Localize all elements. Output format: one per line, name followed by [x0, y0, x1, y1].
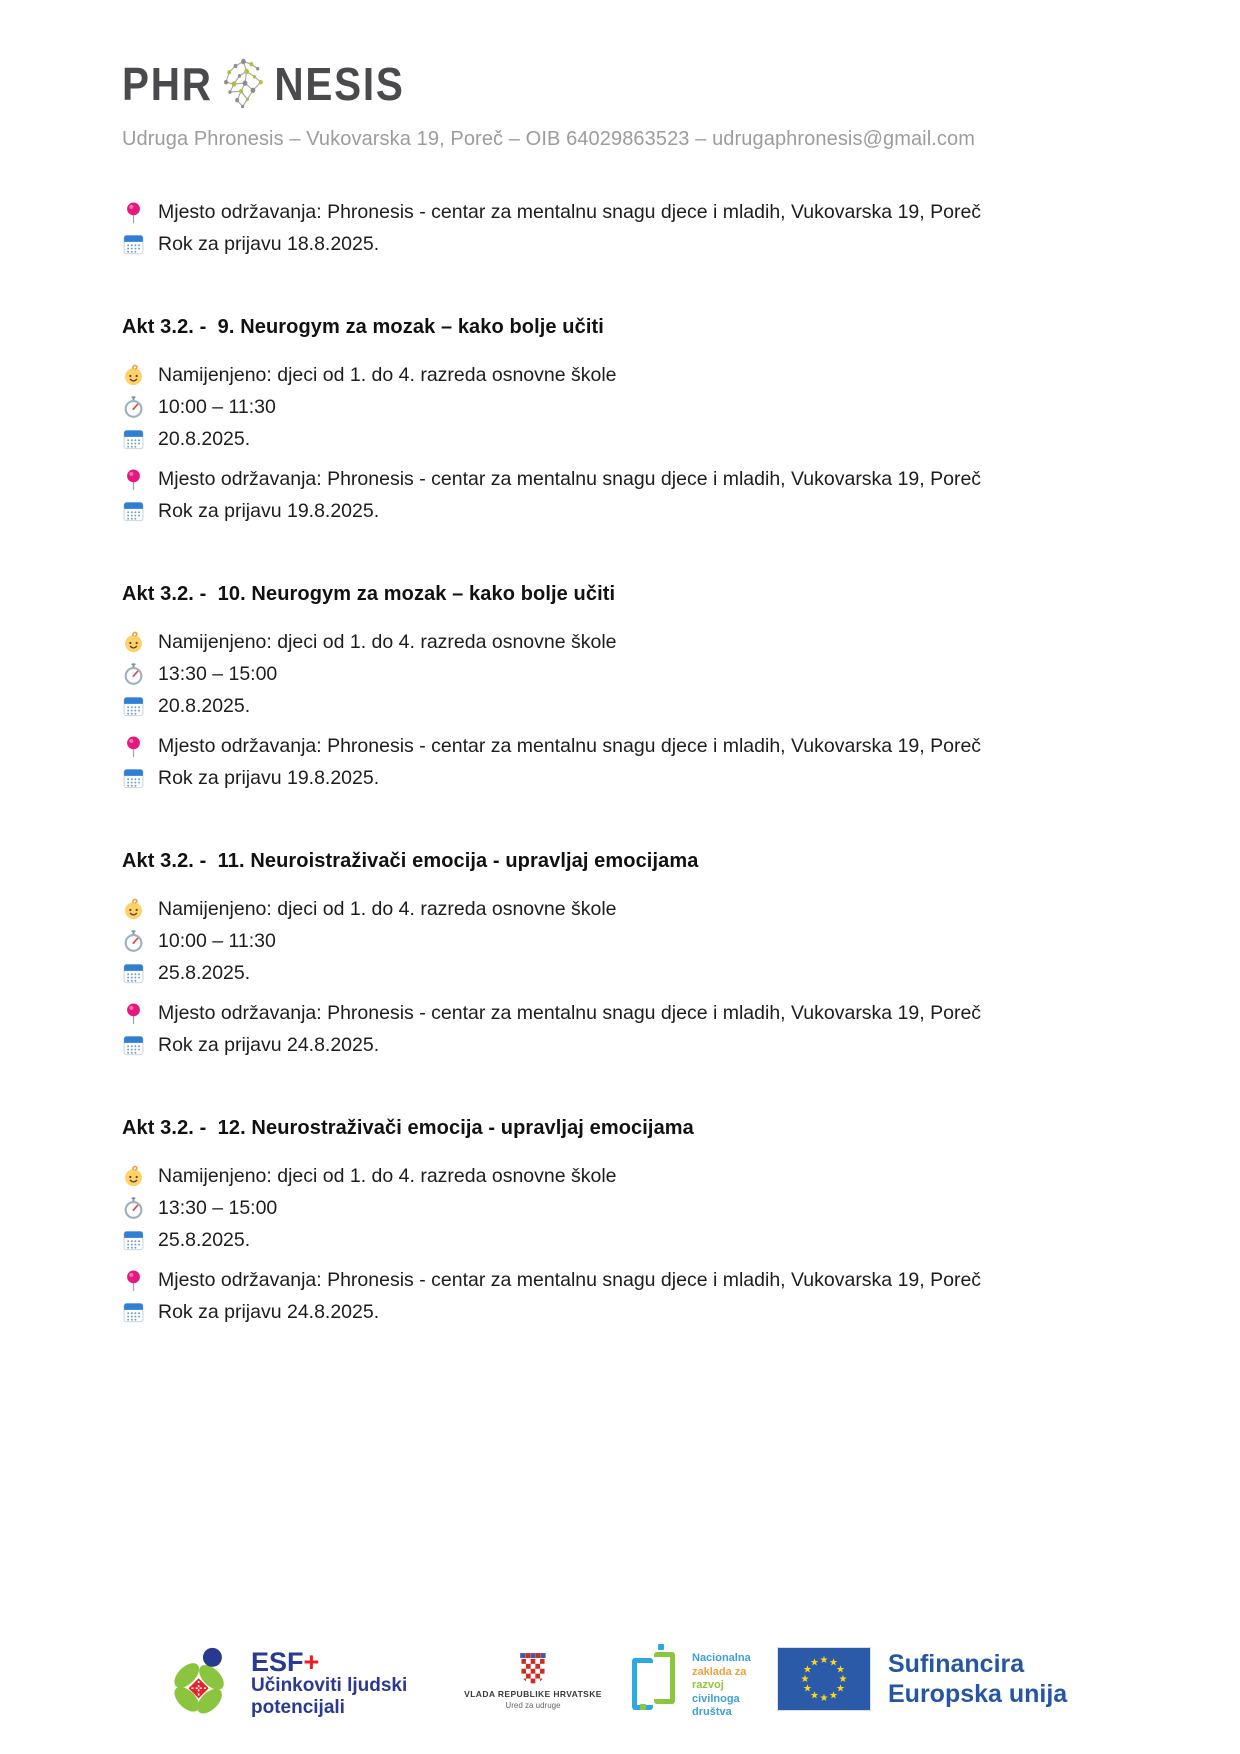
eu-text	[888, 1649, 1067, 1709]
location-text: Mjesto održavanja: Phronesis - centar za mentalnu snagu djece i mladih, Vukovarska 19, Poreč	[158, 468, 982, 490]
footer-logos	[0, 1642, 1240, 1752]
audience-text: Namijenjeno: djeci od 1. do 4. razreda osnovne škole	[158, 1165, 617, 1187]
date-line	[122, 695, 1135, 718]
session-block	[122, 316, 1135, 523]
government-subtitle: Ured za udruge	[505, 1701, 561, 1710]
round-pushpin-icon	[122, 735, 145, 758]
time-text: 10:00 – 11:30	[158, 396, 276, 418]
national-foundation-logo	[628, 1650, 751, 1720]
baby-icon	[122, 631, 145, 654]
audience-line	[122, 1165, 1135, 1188]
intro-block	[122, 201, 1135, 256]
brackets-icon	[628, 1650, 680, 1708]
eu-flag-icon	[778, 1648, 870, 1710]
government-title: VLADA REPUBLIKE HRVATSKE	[464, 1689, 602, 1699]
deadline-text: Rok za prijavu 24.8.2025.	[158, 1301, 380, 1323]
logo-text-left: PHR	[122, 58, 213, 110]
stopwatch-icon	[122, 1197, 145, 1220]
croatian-government-logo	[448, 1652, 618, 1710]
calendar-icon	[122, 1301, 145, 1324]
esf-flower-icon	[163, 1644, 239, 1724]
foundation-text	[692, 1652, 751, 1720]
deadline-text: Rok za prijavu 24.8.2025.	[158, 1034, 380, 1056]
session-title: Akt 3.2. - 12. Neurostraživači emocija - upravljaj emocijama	[122, 1117, 694, 1139]
audience-text: Namijenjeno: djeci od 1. do 4. razreda osnovne škole	[158, 898, 617, 920]
session-title: Akt 3.2. - 11. Neuroistraživači emocija - upravljaj emocijama	[122, 850, 699, 872]
stopwatch-icon	[122, 396, 145, 419]
session-block	[122, 583, 1135, 790]
time-line	[122, 396, 1135, 419]
deadline-line	[122, 1034, 1135, 1057]
location-line	[122, 1269, 1135, 1292]
location-group	[122, 1002, 1135, 1057]
session-block	[122, 1117, 1135, 1324]
round-pushpin-icon	[122, 1002, 145, 1025]
location-group	[122, 1269, 1135, 1324]
location-group	[122, 735, 1135, 790]
deadline-line	[122, 767, 1135, 790]
eu-text-line-1: Sufinancira	[888, 1650, 1025, 1678]
calendar-icon	[122, 500, 145, 523]
deadline-text: Rok za prijavu 19.8.2025.	[158, 767, 380, 789]
location-text: Mjesto održavanja: Phronesis - centar za mentalnu snagu djece i mladih, Vukovarska 19, Poreč	[158, 735, 982, 757]
audience-line	[122, 898, 1135, 921]
esf-plus: +	[303, 1647, 320, 1677]
location-group	[122, 468, 1135, 523]
session-block	[122, 850, 1135, 1057]
location-line	[122, 468, 1135, 491]
location-line	[122, 735, 1135, 758]
date-text: 25.8.2025.	[158, 962, 251, 984]
date-text: 20.8.2025.	[158, 428, 251, 450]
baby-icon	[122, 364, 145, 387]
date-line	[122, 1229, 1135, 1252]
stopwatch-icon	[122, 663, 145, 686]
eu-cofinancing-logo	[778, 1648, 1067, 1710]
deadline-line	[122, 500, 1135, 523]
location-line	[122, 1002, 1135, 1025]
round-pushpin-icon	[122, 1269, 145, 1292]
calendar-icon	[122, 767, 145, 790]
time-text: 10:00 – 11:30	[158, 930, 276, 952]
croatian-coat-of-arms-icon	[519, 1652, 547, 1684]
foundation-line: zaklada za	[692, 1665, 747, 1678]
baby-icon	[122, 1165, 145, 1188]
esf-subtitle-2: potencijali	[251, 1697, 345, 1718]
round-pushpin-icon	[122, 468, 145, 491]
time-line	[122, 930, 1135, 953]
deadline-text: Rok za prijavu 18.8.2025.	[158, 233, 380, 255]
location-line	[122, 201, 1135, 224]
esf-logo	[163, 1644, 407, 1724]
organization-contact-line: Udruga Phronesis – Vukovarska 19, Poreč – OIB 64029863523 – udrugaphronesis@gmail.com	[122, 128, 976, 150]
session-title: Akt 3.2. - 9. Neurogym za mozak – kako bolje učiti	[122, 316, 604, 338]
location-text: Mjesto održavanja: Phronesis - centar za mentalnu snagu djece i mladih, Vukovarska 19, Poreč	[158, 1269, 982, 1291]
date-text: 25.8.2025.	[158, 1229, 251, 1251]
phronesis-logo	[122, 58, 1013, 110]
foundation-line: Nacionalna	[692, 1652, 751, 1664]
time-line	[122, 663, 1135, 686]
foundation-line: društva	[692, 1706, 732, 1718]
stopwatch-icon	[122, 930, 145, 953]
time-line	[122, 1197, 1135, 1220]
audience-line	[122, 364, 1135, 387]
brain-network-icon	[218, 57, 269, 111]
date-line	[122, 428, 1135, 451]
calendar-icon	[122, 962, 145, 985]
audience-line	[122, 631, 1135, 654]
foundation-line: civilnoga	[692, 1692, 740, 1705]
audience-text: Namijenjeno: djeci od 1. do 4. razreda osnovne škole	[158, 631, 617, 653]
baby-icon	[122, 898, 145, 921]
audience-text: Namijenjeno: djeci od 1. do 4. razreda osnovne škole	[158, 364, 617, 386]
deadline-text: Rok za prijavu 19.8.2025.	[158, 500, 380, 522]
time-text: 13:30 – 15:00	[158, 663, 278, 685]
calendar-icon	[122, 1034, 145, 1057]
esf-subtitle-1: Učinkoviti ljudski	[251, 1675, 408, 1696]
round-pushpin-icon	[122, 201, 145, 224]
deadline-line	[122, 233, 1135, 256]
calendar-icon	[122, 428, 145, 451]
calendar-icon	[122, 695, 145, 718]
esf-title: ESF+	[251, 1647, 320, 1677]
calendar-icon	[122, 1229, 145, 1252]
date-line	[122, 962, 1135, 985]
date-text: 20.8.2025.	[158, 695, 251, 717]
location-text: Mjesto održavanja: Phronesis - centar za mentalnu snagu djece i mladih, Vukovarska 19, Poreč	[158, 201, 982, 223]
time-text: 13:30 – 15:00	[158, 1197, 278, 1219]
eu-text-line-2: Europska unija	[888, 1680, 1068, 1708]
foundation-line: razvoj	[692, 1679, 724, 1691]
deadline-line	[122, 1301, 1135, 1324]
logo-text-right: NESIS	[274, 58, 405, 110]
calendar-icon	[122, 233, 145, 256]
session-title: Akt 3.2. - 10. Neurogym za mozak – kako bolje učiti	[122, 583, 616, 605]
location-text: Mjesto održavanja: Phronesis - centar za mentalnu snagu djece i mladih, Vukovarska 19, Poreč	[158, 1002, 982, 1024]
